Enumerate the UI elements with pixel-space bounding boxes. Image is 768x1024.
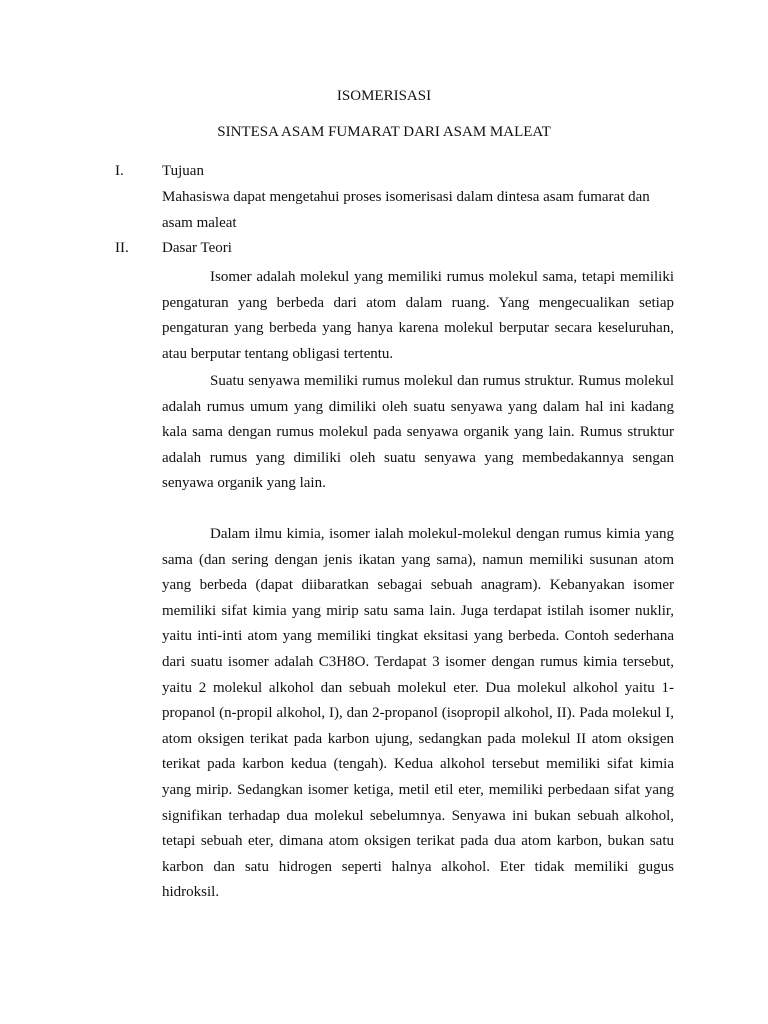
document-subtitle: SINTESA ASAM FUMARAT DARI ASAM MALEAT — [217, 124, 551, 140]
body-paragraph: Suatu senyawa memiliki rumus molekul dan rumus struktur. Rumus molekul adalah rumus umum yang dimiliki oleh suatu senyawa yang dalam hal ini kadang kala sama dengan rumus molekul pada senyawa organik yang lain. Rumus struktur adalah rumus yang dimiliki oleh suatu senyawa yang membedakannya sengan senyawa organik yang lain. — [162, 373, 674, 492]
body-paragraph: Isomer adalah molekul yang memiliki rumus molekul sama, tetapi memiliki pengaturan yang berbeda dari atom dalam ruang. Yang mengecualikan setiap pengaturan yang berbeda yang hanya karena molekul berputar secara keseluruhan, atau berputar tentang obligasi tertentu. — [162, 269, 674, 362]
document-title: ISOMERISASI — [336, 88, 432, 104]
body-paragraph: Dalam ilmu kimia, isomer ialah molekul-molekul dengan rumus kimia yang sama (dan sering dengan jenis ikatan yang sama), namun memiliki susunan atom yang berbeda (dapat diibaratkan sebagai sebuah anagram). Kebanyakan isomer memiliki sifat kimia yang mirip satu sama lain. Juga terdapat istilah isomer nuklir, yaitu inti-inti atom yang memiliki tingkat eksitasi yang berbeda. Contoh sederhana dari suatu isomer adalah C3H8O. Terdapat 3 isomer dengan rumus kimia tersebut, yaitu 2 molekul alkohol dan sebuah molekul eter. Dua molekul alkohol yaitu 1-propanol (n-propil alkohol, I), dan 2-propanol (isopropil alkohol, II). Pada molekul I, atom oksigen terikat pada karbon ujung, sedangkan pada molekul II atom oksigen terikat pada karbon kedua (tengah). Kedua alkohol tersebut memiliki sifat kimia yang mirip. Sedangkan isomer ketiga, metil etil eter, memiliki perbedaan sifat yang signifikan terhadap dua molekul sebelumnya. Senyawa ini bukan sebuah alkohol, tetapi sebuah eter, dimana atom oksigen terikat pada dua atom karbon, bukan satu karbon dan satu hidrogen seperti halnya alkohol. Eter tidak memiliki gugus hidroksil. — [162, 526, 674, 901]
section-text: Mahasiswa dapat mengetahui proses isomerisasi dalam dintesa asam fumarat dan asam maleat — [162, 189, 650, 231]
section-number: I. — [115, 163, 124, 179]
section-number: II. — [115, 240, 129, 256]
section-heading: Dasar Teori — [162, 240, 232, 256]
section-heading: Tujuan — [162, 163, 204, 179]
